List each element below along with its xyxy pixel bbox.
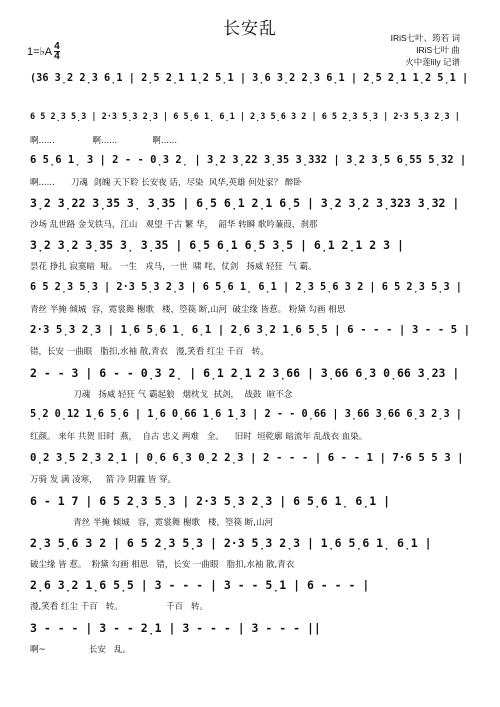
lyricist-credit: IRiS七叶、筠若 词 [390,33,460,43]
key-label: 1=♭A [27,46,53,58]
score-row [30,536,470,584]
score-row [30,408,470,456]
notation-line: 2̣6 3̣2 1̣6 5̣5 | 3 - - - | 3 - - 5̣1 | 6 - - - | [30,578,370,592]
time-signature [54,42,60,61]
lyrics-line: 啊...... 刀魂 剑魄 天下聆 长安夜 话，尽染 风华,英雄 何处家？ 醉卧 [30,178,302,188]
notation-line: 0̣2 3̣5 2̣3 2̣1 | 0̣6 6̣3 0̣2 2̣3 | 2 - - - | 6 - - 1 | 7·6 5 5 3 | [30,451,464,464]
notation-line: 2̣3 5̣6 3 2 | 6 5 2̣3 5̣3 | 2·3 5̣3 2̣3 | 1̣6 5̣6 1̣ 6̣1 | [30,536,432,550]
score-row [30,281,470,329]
lyrics-line: 昙花 挣扎 寂寞暗 哑。 一生 戎马，一世 啸 咤，仗剑 扬威 轻狂 气 霸。 [30,262,317,272]
key-signature [27,42,60,61]
score-row [30,238,470,286]
lyrics-line: 红颜。 来年 共贺 旧时 燕， 自古 忠义 两难 全。 旧时 垣乾廓 暗流年 乱战衣 血染。 [30,432,368,442]
score-row [30,323,470,371]
song-title: 长安乱 [223,19,277,39]
notation-line: 6 5 2̣3 5̣3 | 2·3 5̣3 2̣3 | 6 5̣6 1̣ 6̣1 | 2̣3 5̣6 3 2 | 6 5 2̣3 5̣3 | 2·3 5̣3 2̣3 | [30,112,460,122]
notation-line: 3̣2 3̣2 3̣35 3̣ 3̣35 | 6̣5 6̣1 6̣5 3̣5 | 6̣1 2̣1 2 3 | [30,238,404,252]
notation-line: 3̣2 3̣22 3̣35 3̣ 3̣35 | 6̣5 6̣1 2̣1 6̣5 | 3̣2 3̣2 3̣323 3̣32 | [30,196,460,210]
score-row [30,196,470,244]
score-row [30,366,470,414]
score-row [30,451,470,499]
lyrics-line: 沙场 乱世路 金戈铁马，江山 观望 千古 繁 华， 韶华 转瞬 歌吟蒹葭，刹那 [30,220,318,230]
transcriber-credit: 火中莲lily 记谱 [405,57,460,67]
lyrics-line: 啊...... 啊...... 啊...... [30,136,178,146]
composer-credit: IRiS七叶 曲 [416,45,460,55]
score-row [30,154,470,202]
notation-line: 6 - 1 7 | 6 5 2̣3 5̣3 | 2·3 5̣3 2̣3 | 6 5̣6 1̣ 6̣1 | [30,494,391,508]
score-row [30,112,470,160]
time-signature-bottom: 4 [54,51,60,62]
lyrics-line: 漫,笑看 红尘 千百 转。 千百 转。 [30,602,209,612]
lyrics-line: 青丝 半掩 倾城 容，霓裳舞 榭歌 楼，箜篌 断,山河 [30,518,273,528]
time-signature-top: 4 [54,41,60,52]
credits-block [391,32,460,68]
lyrics-line: 刀魂 扬威 轻狂 气 霸起狼 烟枕戈 拭剑， 战鼓 暄不念 [30,390,293,400]
notation-line: 6 5 2̣3 5̣3 | 2·3 5̣3 2̣3 | 6 5̣6 1̣ 6̣1 | 2̣3 5̣6 3 2 | 6 5 2̣3 5̣3 | [30,281,462,293]
notation-line: 3 - - - | 3 - - 2̣1 | 3 - - - | 3 - - - || [30,621,321,635]
lyrics-line: 万骑 发 满 凌寒， 箭 冷 阴霾 皆 穿。 [30,475,177,485]
notation-line: (36 3̣2 2̣3 6̣1 | 2̣5 2̣1 1̣2 5̣1 | 3̣6 3̣2 2̣3 6̣1 | 2̣5 2̣1 1̣2 5̣1 | [30,72,469,84]
lyrics-line: 青丝 半掩 倾城 容，霓裳舞 榭歌 楼，箜篌 断,山河 破尘缘 皆惹。 粉黛 勾画 相思 [30,305,346,315]
notation-line: 5̣2 0̣12 1̣6 5̣6 | 1̣6 0̣66 1̣6 1̣3 | 2 - - 0̣66 | 3̣66 3̣66 6̣3 2̣3 | [30,408,462,420]
lyrics-line: 破尘缘 皆 惹。 粉黛 勾画 相思 错，长安 一曲眼 脂扣,水袖 散,青衣 [30,560,295,570]
lyrics-line: 啊~ 长安 乱。 [30,645,131,655]
score-row [30,621,470,669]
lyrics-line: 错，长安 一曲眼 脂扣,水袖 散,青衣 漫,笑看 红尘 千百 转。 [30,347,269,357]
notation-line: 2 - - 3 | 6 - - 0̣3 2̣ | 6̣1 2̣1 2 3̣66 | 3̣66 6̣3 0̣66 3̣23 | [30,366,460,380]
score-row [30,578,470,626]
score-row [30,494,470,542]
notation-line: 6 5̣6 1̣ 3 | 2 - - 0̣3 2̣ | 3̣2 3̣22 3̣35 3̣332 | 3̣2 3̣5 6̣55 5̣32 | [30,154,467,166]
notation-line: 2·3 5̣3 2̣3 | 1̣6 5̣6 1̣ 6̣1 | 2̣6 3̣2 1̣6 5̣5 | 6 - - - | 3 - - 5 | [30,323,471,336]
